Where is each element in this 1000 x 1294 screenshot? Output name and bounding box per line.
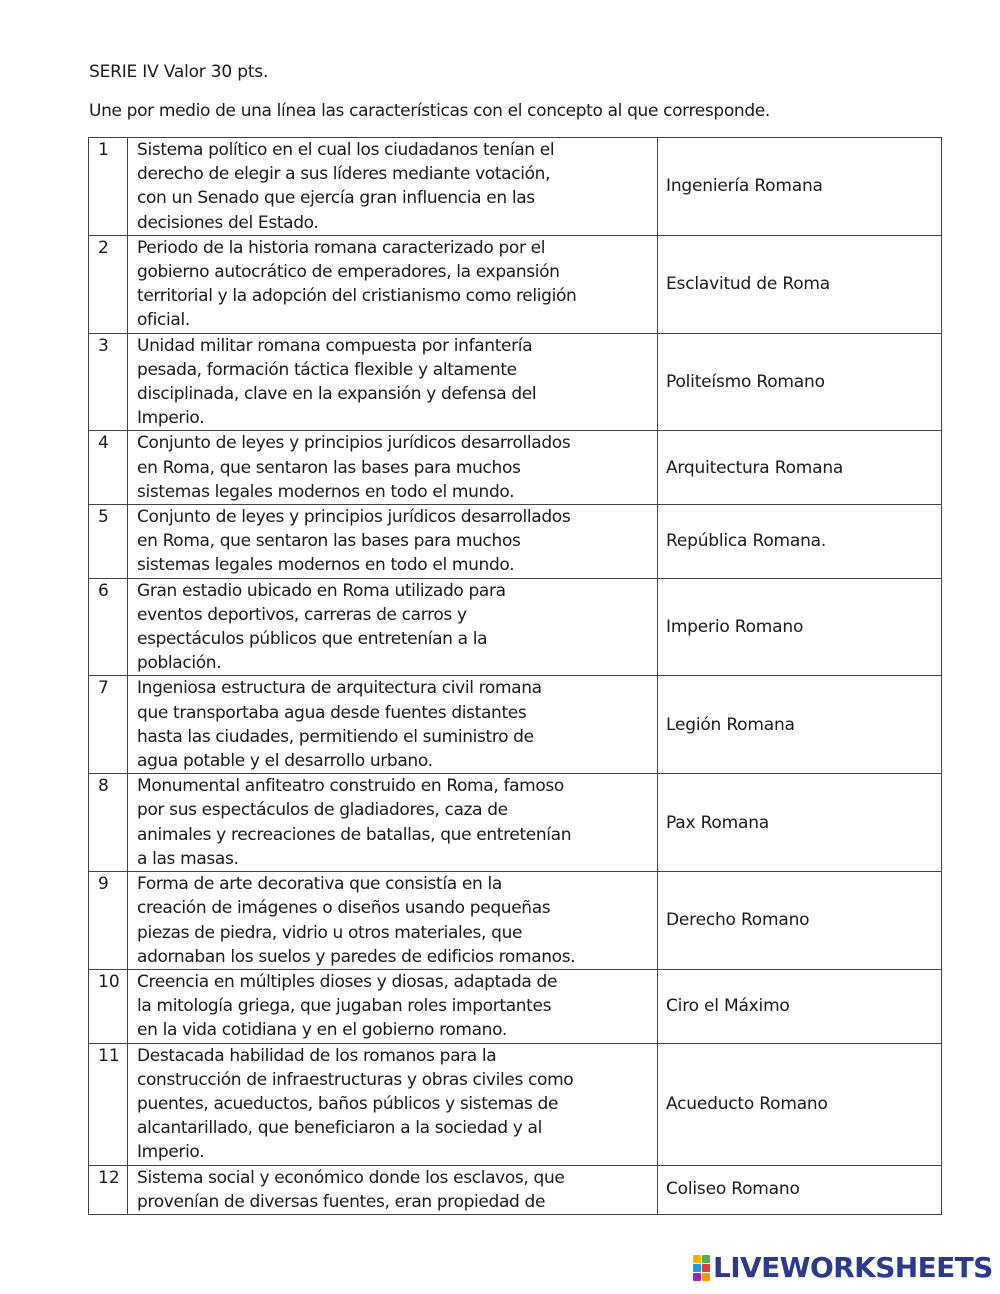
characteristic-line: población. bbox=[137, 653, 222, 674]
characteristic-line: puentes, acueductos, baños públicos y sistemas de bbox=[137, 1093, 559, 1114]
characteristic-line: a las masas. bbox=[137, 848, 239, 869]
characteristic-line: con un Senado que ejercía gran influencia en las bbox=[137, 188, 535, 209]
row-number: 9 bbox=[89, 872, 128, 970]
instructions: Une por medio de una línea las características con el concepto al que corresponde. bbox=[89, 101, 770, 121]
logo-square bbox=[702, 1255, 710, 1263]
logo-square bbox=[702, 1264, 710, 1272]
serie-heading: SERIE IV Valor 30 pts. bbox=[89, 62, 269, 82]
concept-option[interactable]: Imperio Romano bbox=[658, 578, 942, 676]
row-number: 4 bbox=[89, 431, 128, 505]
characteristic-line: provenían de diversas fuentes, eran propiedad de bbox=[137, 1191, 546, 1212]
characteristic-text bbox=[128, 676, 658, 774]
concept-option[interactable]: Arquitectura Romana bbox=[658, 431, 942, 505]
characteristic-line: oficial. bbox=[137, 310, 190, 331]
characteristic-line: espectáculos públicos que entretenían a la bbox=[137, 629, 488, 650]
table-row bbox=[89, 969, 942, 1043]
table-row bbox=[89, 676, 942, 774]
row-number: 7 bbox=[89, 676, 128, 774]
characteristic-text bbox=[128, 431, 658, 505]
table-row bbox=[89, 235, 942, 333]
row-number: 5 bbox=[89, 505, 128, 579]
row-number: 12 bbox=[89, 1165, 128, 1214]
concept-option[interactable]: Acueducto Romano bbox=[658, 1043, 942, 1165]
table-row bbox=[89, 1165, 942, 1214]
characteristic-line: Sistema político en el cual los ciudadanos tenían el bbox=[137, 140, 555, 160]
characteristic-text bbox=[128, 1165, 658, 1214]
characteristic-line: territorial y la adopción del cristianismo como religión bbox=[137, 286, 577, 307]
characteristic-line: Gran estadio ubicado en Roma utilizado para bbox=[137, 580, 506, 601]
characteristic-line: adornaban los suelos y paredes de edificios romanos. bbox=[137, 946, 576, 967]
table-row bbox=[89, 505, 942, 579]
characteristic-line: en Roma, que sentaron las bases para muchos bbox=[137, 457, 521, 478]
concept-option[interactable]: Ciro el Máximo bbox=[658, 969, 942, 1043]
row-number: 1 bbox=[89, 138, 128, 236]
characteristic-line: la mitología griega, que jugaban roles importantes bbox=[137, 996, 552, 1017]
row-number: 2 bbox=[89, 235, 128, 333]
characteristic-text bbox=[128, 138, 658, 236]
characteristic-text bbox=[128, 235, 658, 333]
characteristic-line: Destacada habilidad de los romanos para la bbox=[137, 1045, 497, 1066]
concept-option[interactable]: Ingeniería Romana bbox=[658, 138, 942, 236]
logo-text: LIVEWORKSHEETS bbox=[713, 1251, 993, 1284]
characteristic-line: que transportaba agua desde fuentes distantes bbox=[137, 702, 527, 723]
row-number: 10 bbox=[89, 969, 128, 1043]
concept-option[interactable]: Politeísmo Romano bbox=[658, 333, 942, 431]
characteristic-text bbox=[128, 872, 658, 970]
concept-option[interactable]: Coliseo Romano bbox=[658, 1165, 942, 1214]
row-number: 8 bbox=[89, 774, 128, 872]
concept-option[interactable]: República Romana. bbox=[658, 505, 942, 579]
characteristic-line: hasta las ciudades, permitiendo el suministro de bbox=[137, 726, 534, 747]
characteristic-line: piezas de piedra, vidrio u otros materiales, que bbox=[137, 922, 523, 943]
characteristic-text bbox=[128, 1043, 658, 1165]
characteristic-line: construcción de infraestructuras y obras civiles como bbox=[137, 1069, 574, 1090]
characteristic-line: Conjunto de leyes y principios jurídicos desarrollados bbox=[137, 507, 571, 528]
concept-option[interactable]: Derecho Romano bbox=[658, 872, 942, 970]
characteristic-text bbox=[128, 505, 658, 579]
characteristic-line: Forma de arte decorativa que consistía en la bbox=[137, 874, 502, 895]
characteristic-line: alcantarillado, que beneficiaron a la sociedad y al bbox=[137, 1118, 542, 1139]
characteristic-line: pesada, formación táctica flexible y altamente bbox=[137, 359, 517, 380]
characteristic-line: Creencia en múltiples dioses y diosas, adaptada de bbox=[137, 971, 558, 992]
row-number: 3 bbox=[89, 333, 128, 431]
concept-option[interactable]: Legión Romana bbox=[658, 676, 942, 774]
table-row bbox=[89, 774, 942, 872]
logo-square bbox=[693, 1264, 701, 1272]
characteristic-line: Conjunto de leyes y principios jurídicos desarrollados bbox=[137, 433, 571, 454]
characteristic-line: sistemas legales modernos en todo el mundo. bbox=[137, 555, 515, 576]
characteristic-line: decisiones del Estado. bbox=[137, 212, 319, 233]
matching-table bbox=[88, 137, 942, 1215]
table-row bbox=[89, 578, 942, 676]
characteristic-line: Unidad militar romana compuesta por infantería bbox=[137, 335, 533, 356]
characteristic-line: sistemas legales modernos en todo el mundo. bbox=[137, 481, 515, 502]
characteristic-line: Sistema social y económico donde los esclavos, que bbox=[137, 1167, 565, 1188]
table-row bbox=[89, 1043, 942, 1165]
characteristic-line: por sus espectáculos de gladiadores, caza de bbox=[137, 800, 508, 821]
characteristic-line: Imperio. bbox=[137, 1142, 205, 1163]
characteristic-line: Monumental anfiteatro construido en Roma, famoso bbox=[137, 776, 564, 797]
characteristic-line: disciplinada, clave en la expansión y defensa del bbox=[137, 384, 537, 405]
characteristic-text bbox=[128, 969, 658, 1043]
logo-square bbox=[693, 1273, 701, 1281]
logo-square bbox=[693, 1255, 701, 1263]
characteristic-line: Ingeniosa estructura de arquitectura civil romana bbox=[137, 678, 542, 699]
liveworksheets-logo bbox=[693, 1253, 993, 1283]
logo-square bbox=[702, 1273, 710, 1281]
characteristic-text bbox=[128, 578, 658, 676]
characteristic-line: creación de imágenes o diseños usando pequeñas bbox=[137, 898, 551, 919]
concept-option[interactable]: Esclavitud de Roma bbox=[658, 235, 942, 333]
characteristic-line: gobierno autocrático de emperadores, la expansión bbox=[137, 262, 560, 283]
table-row bbox=[89, 431, 942, 505]
row-number: 6 bbox=[89, 578, 128, 676]
characteristic-text bbox=[128, 774, 658, 872]
characteristic-line: derecho de elegir a sus líderes mediante votación, bbox=[137, 164, 551, 185]
logo-icon bbox=[693, 1255, 710, 1281]
characteristic-line: en Roma, que sentaron las bases para muchos bbox=[137, 531, 521, 552]
characteristic-line: Imperio. bbox=[137, 408, 205, 429]
characteristic-line: en la vida cotidiana y en el gobierno romano. bbox=[137, 1020, 507, 1041]
characteristic-text bbox=[128, 333, 658, 431]
characteristic-line: animales y recreaciones de batallas, que entretenían bbox=[137, 824, 572, 845]
concept-option[interactable]: Pax Romana bbox=[658, 774, 942, 872]
characteristic-line: eventos deportivos, carreras de carros y bbox=[137, 604, 467, 625]
row-number: 11 bbox=[89, 1043, 128, 1165]
table-row bbox=[89, 872, 942, 970]
characteristic-line: Periodo de la historia romana caracterizado por el bbox=[137, 237, 546, 258]
characteristic-line: agua potable y el desarrollo urbano. bbox=[137, 751, 433, 772]
table-row bbox=[89, 333, 942, 431]
table-row bbox=[89, 138, 942, 236]
